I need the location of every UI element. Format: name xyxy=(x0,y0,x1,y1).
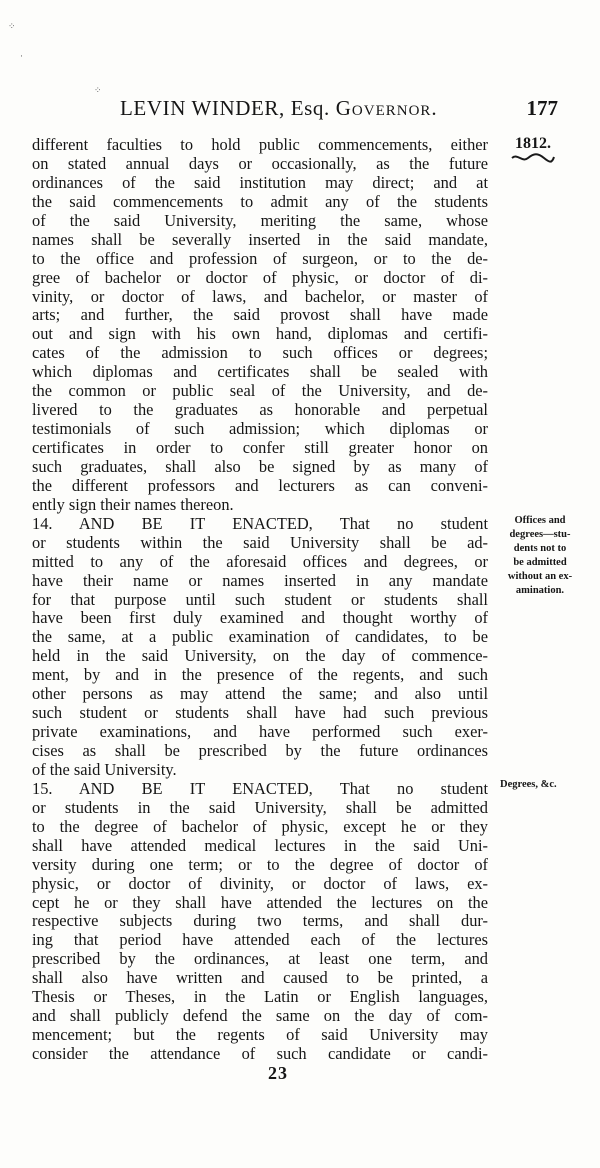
text-line: cises as shall be prescribed by the future ordinances xyxy=(32,741,488,760)
text-line: of the said University. xyxy=(32,759,177,779)
text-line: such graduates, shall also be signed by as many of xyxy=(32,456,488,476)
text-line: shall also have written and caused to be printed, a xyxy=(32,968,488,988)
text-line: consider the attendance of such candidate or candi- xyxy=(32,1044,488,1063)
page-number: 177 xyxy=(526,96,558,120)
margin-year xyxy=(503,135,563,163)
text-line: shall have attended medical lectures in the said Uni- xyxy=(32,835,488,855)
text-line: ing that period have attended each of the lectures xyxy=(32,930,488,950)
body-text xyxy=(32,136,488,1064)
margin-note-line: dents not to xyxy=(513,543,567,554)
text-line: the different professors and lecturers as can conveni- xyxy=(32,475,488,495)
text-line: arts; and further, the said provost shall have made xyxy=(32,305,488,325)
text-line: testimonials of such admission; which diplomas or xyxy=(32,419,488,439)
text-line: private examinations, and have performed such exer- xyxy=(32,722,488,742)
text-line: other persons as may attend the same; and also until xyxy=(32,684,488,704)
text-line: mencement; but the regents of said University may xyxy=(32,1025,488,1045)
text-line: the said commencements to admit any of the students xyxy=(32,191,488,211)
text-line: versity during one term; or to the degree of doctor of xyxy=(32,854,488,874)
text-line: have been first duly examined and thought worthy of xyxy=(32,608,488,628)
text-line: ment, by and in the presence of the regents, and such xyxy=(32,665,488,685)
text-line: to the degree of bachelor of physic, except he or they xyxy=(32,816,488,836)
text-line: certificates in order to confer still greater honor on xyxy=(32,438,488,457)
scan-speck: ⁘ xyxy=(8,21,16,31)
text-line: different faculties to hold public commencements, either xyxy=(32,135,488,154)
text-line: cept he or they shall have attended the lectures on the xyxy=(32,892,488,912)
text-line: livered to the graduates as honorable and perpetual xyxy=(32,400,488,420)
text-line: such student or students shall have had such previous xyxy=(32,703,488,723)
margin-note-line: amination. xyxy=(515,585,565,596)
page-header xyxy=(118,96,558,124)
scan-speck: · xyxy=(20,51,23,61)
running-head-name: LEVIN WINDER, Esq. xyxy=(120,96,330,120)
text-line: out and sign with his own hand, diplomas and certifi- xyxy=(32,324,488,344)
running-head-title: Governor. xyxy=(335,96,438,120)
text-line: have their name or names inserted in any mandate xyxy=(32,570,488,590)
text-line: ordinances of the said institution may direct; and at xyxy=(32,172,488,192)
margin-note-line: degrees—stu- xyxy=(509,529,571,540)
text-line: physic, or doctor of divinity, or doctor of laws, ex- xyxy=(32,873,488,893)
text-line: Thesis or Theses, in the Latin or English languages, xyxy=(32,987,488,1007)
text-line: the common or public seal of the University, and de- xyxy=(32,381,488,401)
margin-note-line: Offices and xyxy=(514,515,566,526)
margin-note-line: without an ex- xyxy=(507,571,573,582)
scan-speck: ⁘ xyxy=(94,85,102,95)
text-line: cates of the admission to such offices or degrees; xyxy=(32,343,488,363)
running-head xyxy=(120,96,438,121)
text-line: of the said University, meriting the same, whose xyxy=(32,210,488,230)
signature-mark: 23 xyxy=(268,1063,288,1083)
margin-note-degrees xyxy=(500,778,596,792)
text-line: or students within the said University shall be ad- xyxy=(32,532,488,552)
text-line: prescribed by the ordinances, at least one term, and xyxy=(32,949,488,969)
text-line: and shall publicly defend the same on the day of com- xyxy=(32,1006,488,1026)
text-line: gree of bachelor or doctor of physic, or doctor of di- xyxy=(32,267,488,287)
text-line: vinity, or doctor of laws, and bachelor, or master of xyxy=(32,286,488,306)
text-line: held in the said University, on the day of commence- xyxy=(32,646,488,666)
flourish-ornament xyxy=(510,153,556,163)
margin-note-degrees-text: Degrees, &c. xyxy=(500,779,557,790)
text-line: 14. AND BE IT ENACTED, That no student xyxy=(32,513,488,533)
text-line: ently sign their names thereon. xyxy=(32,494,234,514)
margin-note-line: be admitted xyxy=(513,557,567,568)
text-line: names shall be severally inserted in the said mandate, xyxy=(32,229,488,249)
text-line: to the office and profession of surgeon, or to the de- xyxy=(32,248,488,268)
text-line: or students in the said University, shall be admitted xyxy=(32,797,488,817)
text-line: respective subjects during two terms, and shall dur- xyxy=(32,911,488,931)
text-line: which diplomas and certificates shall be sealed with xyxy=(32,362,488,382)
text-line: for that purpose until such student or students shall xyxy=(32,589,488,609)
margin-note-offices xyxy=(492,514,588,598)
text-line: 15. AND BE IT ENACTED, That no student xyxy=(32,778,488,798)
text-line: mitted to any of the aforesaid offices and degrees, or xyxy=(32,551,488,571)
text-line: on stated annual days or occasionally, as the future xyxy=(32,153,488,173)
text-line: the same, at a public examination of candidates, to be xyxy=(32,627,488,647)
year-label: 1812. xyxy=(515,135,551,152)
